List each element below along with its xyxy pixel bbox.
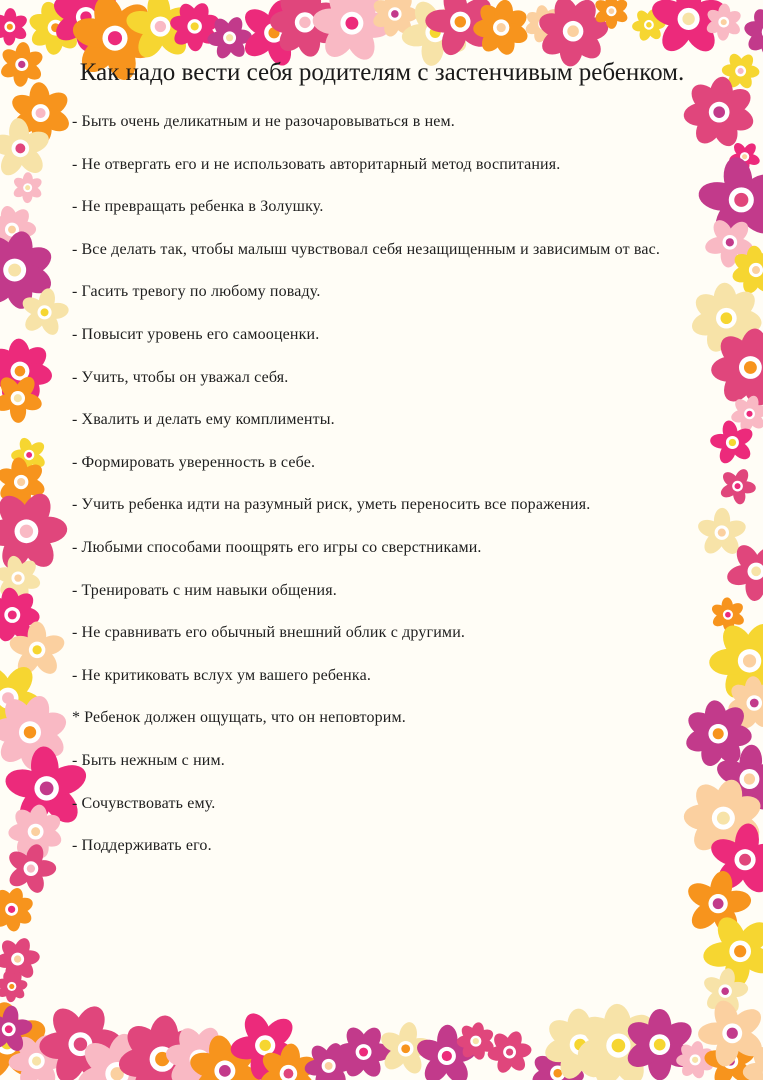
list-item-text: Повысит уровень его самооценки. bbox=[81, 325, 320, 343]
list-item-text: Хвалить и делать ему комплименты. bbox=[81, 411, 335, 429]
list-item bbox=[72, 537, 692, 559]
list-item-text: Учить ребенка идти на разумный риск, уметь переносить все поражения. bbox=[81, 496, 591, 514]
list-item-bullet: - bbox=[72, 155, 78, 173]
list-item-text: Не критиковать вслух ум вашего ребенка. bbox=[81, 666, 371, 684]
list-item-bullet: - bbox=[72, 581, 78, 599]
list-item bbox=[72, 196, 692, 218]
list-item-bullet: - bbox=[72, 751, 78, 769]
list-item-text: Не отвергать его и не использовать авторитарный метод воспитания. bbox=[81, 155, 561, 173]
list-item bbox=[72, 324, 692, 346]
list-item-text: Формировать уверенность в себе. bbox=[81, 453, 316, 471]
list-item-bullet: - bbox=[72, 283, 78, 301]
list-item-text: Ребенок должен ощущать, что он неповторим. bbox=[84, 709, 406, 727]
list-item-text: Быть нежным с ним. bbox=[81, 751, 225, 769]
list-item bbox=[72, 111, 692, 133]
list-item-bullet: - bbox=[72, 624, 78, 642]
list-item-text: Не сравнивать его обычный внешний облик с другими. bbox=[81, 624, 466, 642]
list-item-text: Гасить тревогу по любому поваду. bbox=[81, 283, 321, 301]
list-item-text: Не превращать ребенка в Золушку. bbox=[81, 198, 324, 216]
list-item bbox=[72, 239, 692, 261]
list-item bbox=[72, 835, 692, 857]
list-item bbox=[72, 622, 692, 644]
flower-icon bbox=[0, 8, 29, 46]
flower-icon bbox=[473, 0, 531, 57]
list-item bbox=[72, 793, 692, 815]
flower-icon bbox=[5, 842, 56, 895]
list-item-text: Учить, чтобы он уважал себя. bbox=[81, 368, 289, 386]
list-item-bullet: - bbox=[72, 113, 78, 130]
list-item-bullet: - bbox=[72, 666, 78, 684]
flower-icon bbox=[12, 172, 44, 203]
list-item-bullet: - bbox=[72, 453, 78, 471]
list-item-bullet: - bbox=[72, 198, 78, 216]
list-item bbox=[72, 367, 692, 389]
page-title: Как надо вести себя родителям с застенчивым ребенком. bbox=[79, 59, 685, 86]
flower-icon bbox=[0, 42, 45, 88]
flower-icon bbox=[743, 6, 763, 57]
list-item-bullet: - bbox=[72, 368, 78, 386]
flower-icon bbox=[719, 467, 757, 505]
list-item-text: Поддерживать его. bbox=[81, 837, 212, 855]
list-item-bullet: - bbox=[72, 411, 78, 429]
flower-icon bbox=[487, 1029, 533, 1075]
list-item-bullet: - bbox=[72, 837, 78, 855]
list-item bbox=[72, 409, 692, 431]
document-body bbox=[72, 56, 692, 878]
list-item-bullet: * bbox=[72, 709, 81, 727]
advice-list bbox=[72, 111, 692, 857]
flower-icon bbox=[0, 886, 35, 932]
list-item bbox=[72, 750, 692, 772]
list-item bbox=[72, 665, 692, 687]
list-item bbox=[72, 154, 692, 176]
list-item bbox=[72, 707, 692, 729]
list-item bbox=[72, 580, 692, 602]
list-item-bullet: - bbox=[72, 538, 78, 556]
list-item-text: Тренировать с ним навыки общения. bbox=[81, 581, 337, 599]
list-item-text: Быть очень деликатным и не разочаровываться в нем. bbox=[81, 113, 455, 130]
list-item-text: Все делать так, чтобы малыш чувствовал себя незащищенным и зависимым от вас. bbox=[81, 240, 661, 258]
flower-icon bbox=[336, 1024, 391, 1080]
list-item bbox=[72, 452, 692, 474]
list-item-text: Сочувствовать ему. bbox=[81, 794, 216, 812]
list-item-bullet: - bbox=[72, 325, 78, 343]
list-item bbox=[72, 281, 692, 303]
list-item bbox=[72, 494, 692, 516]
list-item-bullet: - bbox=[72, 496, 78, 514]
list-item-bullet: - bbox=[72, 794, 78, 812]
list-item-bullet: - bbox=[72, 240, 78, 258]
list-item-text: Любыми способами поощрять его игры со сверстниками. bbox=[81, 538, 482, 556]
